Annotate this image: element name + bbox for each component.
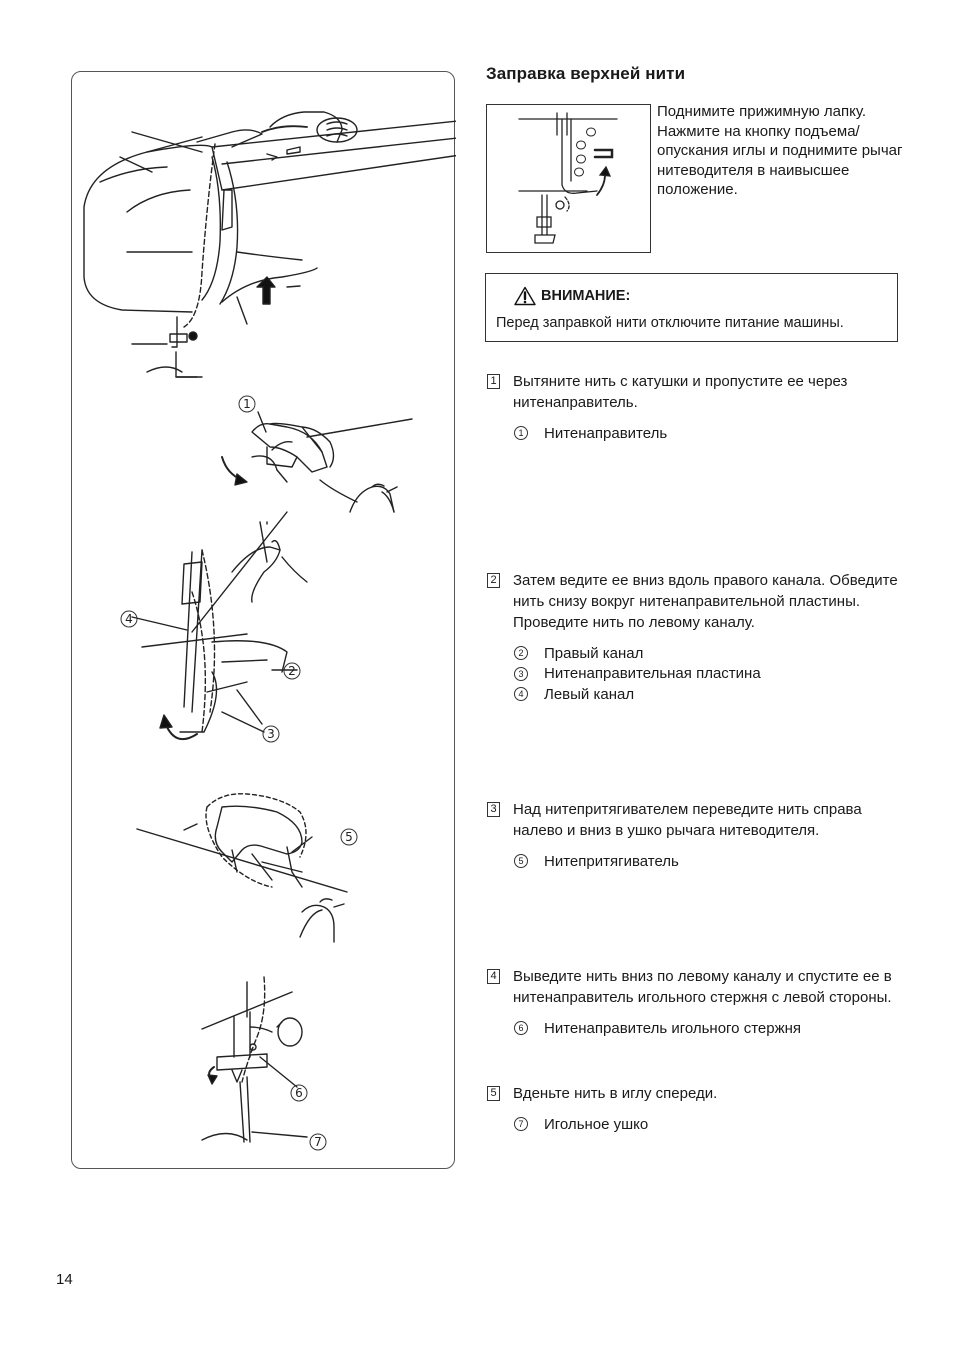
take-up-lever-drawing <box>137 794 347 942</box>
step-legend <box>487 643 907 705</box>
page-number: 14 <box>56 1271 73 1288</box>
needle-bar-drawing <box>202 977 307 1142</box>
step-number: 4 <box>487 969 500 984</box>
legend-item <box>514 1018 907 1039</box>
legend-number: 7 <box>514 1117 528 1131</box>
callout-6: 6 <box>295 1086 303 1100</box>
warning-box <box>485 273 898 342</box>
legend-label: Нитенаправительная пластина <box>544 665 761 683</box>
callout-5: 5 <box>345 830 353 844</box>
threading-illustrations <box>72 72 456 1170</box>
legend-item <box>514 1114 907 1135</box>
sewing-machine-drawing <box>84 112 456 377</box>
needle-up-figure <box>486 104 651 253</box>
legend-item <box>514 423 907 444</box>
step-3 <box>487 799 907 872</box>
legend-number: 3 <box>514 667 528 681</box>
step-legend <box>487 1114 907 1135</box>
step-number: 2 <box>487 573 500 588</box>
step-4 <box>487 966 907 1039</box>
legend-item <box>514 643 907 664</box>
legend-item <box>514 684 907 705</box>
step-number: 1 <box>487 374 500 389</box>
legend-number: 1 <box>514 426 528 440</box>
step-legend <box>487 423 907 444</box>
step-legend <box>487 851 907 872</box>
legend-number: 6 <box>514 1021 528 1035</box>
intro-text: Поднимите прижимную лапку. Нажмите на кнопку подъема/опускания иглы и поднимите рычаг нитеводителя в наивысшее положение. <box>657 103 903 198</box>
thread-guide-drawing <box>222 412 412 512</box>
callout-3: 3 <box>267 727 275 741</box>
step-legend <box>487 1018 907 1039</box>
legend-number: 5 <box>514 854 528 868</box>
step-1 <box>487 371 907 444</box>
step-2 <box>487 570 907 705</box>
step-text: Выведите нить вниз по левому каналу и спустите ее в нитенаправитель игольного стержня с левой стороны. <box>513 968 892 1006</box>
legend-item <box>514 664 907 685</box>
section-title: Заправка верхней нити <box>486 64 686 83</box>
warning-header <box>514 286 630 306</box>
legend-item <box>514 851 907 872</box>
warning-text: Перед заправкой нити отключите питание машины. <box>496 315 844 331</box>
legend-label: Правый канал <box>544 644 644 662</box>
step-text: Вденьте нить в иглу спереди. <box>513 1085 718 1102</box>
legend-label: Игольное ушко <box>544 1115 649 1133</box>
step-5 <box>487 1083 907 1135</box>
step-text: Над нитепритягивателем переведите нить справа налево и вниз в ушко рычага нитеводителя. <box>513 801 862 839</box>
step-number: 3 <box>487 802 500 817</box>
illustration-panel <box>71 71 455 1169</box>
step-text: Вытяните нить с катушки и пропустите ее через нитенаправитель. <box>513 373 848 411</box>
warning-icon <box>514 286 536 306</box>
legend-label: Нитенаправитель <box>544 424 668 442</box>
warning-label: ВНИМАНИЕ: <box>541 288 631 304</box>
legend-number: 2 <box>514 646 528 660</box>
callout-4: 4 <box>125 612 133 626</box>
legend-label: Нитенаправитель игольного стержня <box>544 1019 802 1037</box>
callout-1: 1 <box>243 397 251 411</box>
channels-drawing <box>132 512 307 739</box>
step-text: Затем ведите ее вниз вдоль правого канала. Обведите нить снизу вокруг нитенаправительной пластины. Проведите нить по левому каналу. <box>513 572 898 631</box>
legend-label: Левый канал <box>544 685 635 703</box>
callout-7: 7 <box>314 1135 322 1149</box>
needle-up-diagram <box>487 105 650 252</box>
callout-2: 2 <box>288 664 296 678</box>
step-number: 5 <box>487 1086 500 1101</box>
legend-number: 4 <box>514 687 528 701</box>
legend-label: Нитепритягиватель <box>544 852 679 870</box>
